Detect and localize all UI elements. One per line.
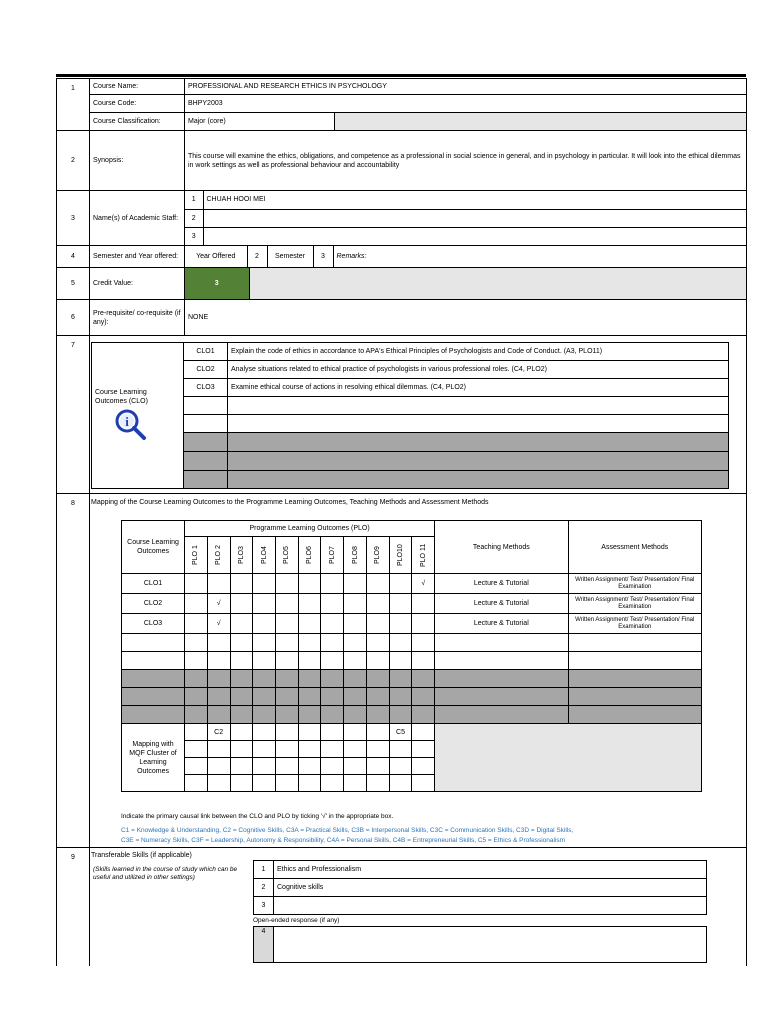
mapping-empty-cell — [185, 652, 208, 670]
mapping-tick-cell — [230, 614, 253, 634]
mapping-shaded-cell — [366, 670, 389, 688]
svg-text:i: i — [125, 414, 129, 429]
clo-id-3: CLO3 — [184, 379, 228, 397]
mapping-shaded-cell — [344, 688, 367, 706]
mapping-tick-cell — [253, 574, 276, 594]
mapping-empty-cell — [389, 634, 412, 652]
mqf-empty-cell — [275, 758, 298, 775]
mapping-tick-cell — [344, 594, 367, 614]
mapping-shaded-cell — [321, 688, 344, 706]
mapping-shaded-cell — [298, 688, 321, 706]
mqf-empty-cell — [207, 758, 230, 775]
mqf-empty-cell — [366, 775, 389, 792]
mapping-shaded-cell — [321, 706, 344, 724]
mqf-legend-line-2: C3E = Numeracy Skills, C3F = Leadership, Autonomy & Responsibility, C4A = Personal Skills, C4B = Entrepreneurial Skills, C5 = Ethics & Professionalism — [121, 837, 566, 844]
mapping-tick-cell — [230, 594, 253, 614]
mapping-empty-cell — [253, 652, 276, 670]
mqf-empty-cell — [389, 758, 412, 775]
plo-header-label: PLO 1 — [192, 545, 200, 565]
mapping-tick-cell: √ — [412, 574, 435, 594]
mapping-title: Mapping of the Course Learning Outcomes to the Programme Learning Outcomes, Teaching Methods and Assessment Methods — [91, 499, 489, 506]
mapping-shaded-cell — [366, 688, 389, 706]
mapping-shaded-cell — [298, 706, 321, 724]
mqf-empty-cell — [230, 758, 253, 775]
row-number-2: 2 — [57, 131, 90, 191]
clo-shaded-text — [228, 433, 729, 452]
mqf-shaded-area — [435, 724, 702, 792]
plo-header-label: PLO10 — [397, 544, 405, 566]
mqf-empty-cell — [412, 741, 435, 758]
mapping-empty-cell — [122, 652, 185, 670]
mapping-empty-cell — [366, 634, 389, 652]
row-number-9: 9 — [57, 848, 90, 966]
mapping-shaded-cell — [122, 688, 185, 706]
transferable-skills-description: (Skills learned in the course of study which can be useful and utilized in other settings) — [93, 866, 238, 881]
mapping-shaded-cell — [185, 706, 208, 724]
plo-header-label: PLO 11 — [419, 543, 427, 567]
mapping-tick-cell — [389, 614, 412, 634]
plo-header-1 — [185, 537, 208, 574]
top-border — [56, 74, 746, 77]
mapping-empty-cell — [207, 634, 230, 652]
mapping-shaded-cell — [185, 670, 208, 688]
mapping-tick-cell — [321, 594, 344, 614]
mapping-empty-cell — [230, 634, 253, 652]
mapping-empty-cell — [412, 634, 435, 652]
mapping-tick-cell — [321, 574, 344, 594]
course-classification-value: Major (core) — [185, 113, 335, 131]
mapping-tick-cell — [275, 594, 298, 614]
mapping-shaded-cell — [389, 670, 412, 688]
transferable-skills-title: Transferable Skills (if applicable) — [91, 852, 192, 859]
mapping-empty-cell — [122, 634, 185, 652]
mapping-tick-cell — [298, 614, 321, 634]
skill-name-1: Ethics and Professionalism — [274, 861, 707, 879]
plo-header-8 — [344, 537, 367, 574]
row-number-5: 5 — [57, 268, 90, 300]
plo-header-label: PLO4 — [260, 546, 268, 564]
mapping-shaded-cell — [122, 706, 185, 724]
mapping-tick-cell — [207, 574, 230, 594]
plo-header-label: PLO7 — [328, 546, 336, 564]
prerequisite-label: Pre-requisite/ co-requisite (if any): — [90, 300, 185, 336]
mqf-empty-cell — [253, 758, 276, 775]
mapping-tick-cell — [366, 574, 389, 594]
clo-shaded-text — [228, 452, 729, 471]
mapping-tick-cell — [298, 574, 321, 594]
year-offered-value: 2 — [247, 246, 267, 267]
plo-header-2 — [207, 537, 230, 574]
clo-empty-id — [184, 415, 228, 433]
year-offered-label: Year Offered — [185, 246, 247, 267]
mqf-legend-line-1: C1 = Knowledge & Understanding, C2 = Cognitive Skills, C3A = Practical Skills, C3B = Interpersonal Skills, C3C = Communication Skills, C3D = Digital Skills, — [121, 827, 574, 834]
mapping-teaching-method: Lecture & Tutorial — [435, 574, 568, 594]
mapping-shaded-cell — [275, 706, 298, 724]
mapping-tick-cell — [412, 594, 435, 614]
mapping-shaded-cell — [435, 706, 568, 724]
mapping-empty-cell — [435, 652, 568, 670]
mqf-value-cell — [298, 724, 321, 741]
mapping-empty-cell — [253, 634, 276, 652]
staff-name-3 — [203, 227, 746, 245]
mapping-shaded-cell — [344, 706, 367, 724]
mapping-empty-cell — [344, 634, 367, 652]
mapping-empty-cell — [321, 652, 344, 670]
mapping-shaded-cell — [568, 670, 701, 688]
plo-header-6 — [298, 537, 321, 574]
mapping-tick-cell — [412, 614, 435, 634]
clo-column-header: Course Learning Outcomes — [122, 521, 185, 574]
prerequisite-value: NONE — [185, 300, 747, 336]
course-name-value: PROFESSIONAL AND RESEARCH ETHICS IN PSYCHOLOGY — [185, 79, 747, 95]
mqf-value-cell — [230, 724, 253, 741]
clo-text-1: Explain the code of ethics in accordance to APA's Ethical Principles of Psychologists and Code of Conduct. (A3, PLO11) — [228, 343, 729, 361]
staff-index-2: 2 — [185, 209, 203, 227]
plo-header-label: PLO8 — [351, 546, 359, 564]
row-number-3: 3 — [57, 191, 90, 246]
mapping-empty-cell — [321, 634, 344, 652]
row-number-7: 7 — [57, 336, 90, 494]
mapping-shaded-cell — [321, 670, 344, 688]
mapping-tick-cell — [344, 614, 367, 634]
course-name-label: Course Name: — [90, 79, 185, 95]
mapping-empty-cell — [412, 652, 435, 670]
mqf-empty-cell — [207, 741, 230, 758]
mapping-shaded-cell — [412, 670, 435, 688]
mapping-empty-cell — [344, 652, 367, 670]
mqf-empty-cell — [298, 758, 321, 775]
synopsis-text: This course will examine the ethics, obligations, and competence as a professional in social science in general, and in psychology in particular. It will look into the ethical dilemmas in work settings as well as professional behaviour and accountability — [185, 131, 747, 191]
course-code-label: Course Code: — [90, 95, 185, 113]
mapping-empty-cell — [389, 652, 412, 670]
mqf-value-cell — [185, 724, 208, 741]
transferable-skills-table — [253, 860, 707, 915]
mqf-cluster-label: Mapping with MQF Cluster of Learning Outcomes — [122, 724, 185, 792]
mqf-empty-cell — [344, 775, 367, 792]
mqf-empty-cell — [230, 775, 253, 792]
mapping-shaded-cell — [207, 706, 230, 724]
mapping-empty-cell — [275, 634, 298, 652]
mapping-teaching-method: Lecture & Tutorial — [435, 594, 568, 614]
mqf-value-cell — [344, 724, 367, 741]
mqf-value-cell: C2 — [207, 724, 230, 741]
mapping-tick-cell — [344, 574, 367, 594]
mapping-tick-cell — [366, 594, 389, 614]
staff-name-2 — [203, 209, 746, 227]
plo-header-3 — [230, 537, 253, 574]
mapping-tick-cell — [275, 574, 298, 594]
mqf-empty-cell — [275, 775, 298, 792]
clo-text-2: Analyse situations related to ethical practice of psychologists in various professional roles. (C4, PLO2) — [228, 361, 729, 379]
mapping-tick-cell: √ — [207, 614, 230, 634]
semester-offered-label: Semester — [267, 246, 313, 267]
clo-id-2: CLO2 — [184, 361, 228, 379]
clo-shaded-text — [228, 471, 729, 489]
clo-empty-text — [228, 397, 729, 415]
clo-text-3: Examine ethical course of actions in resolving ethical dilemmas. (C4, PLO2) — [228, 379, 729, 397]
mapping-tick-cell — [389, 574, 412, 594]
mqf-empty-cell — [207, 775, 230, 792]
mqf-empty-cell — [275, 741, 298, 758]
credit-value-label: Credit Value: — [90, 268, 185, 300]
mapping-tick-cell — [275, 614, 298, 634]
clo-label: Course Learning Outcomes (CLO) — [95, 389, 148, 405]
mapping-assessment-method: Written Assignment/ Test/ Presentation/ Final Examination — [568, 574, 701, 594]
open-ended-label: Open-ended response (if any) — [253, 917, 340, 924]
clo-id-1: CLO1 — [184, 343, 228, 361]
credit-value-extra — [249, 268, 746, 299]
mapping-tick-cell — [230, 574, 253, 594]
mapping-shaded-cell — [230, 706, 253, 724]
mqf-empty-cell — [321, 741, 344, 758]
plo-header-10 — [389, 537, 412, 574]
mapping-empty-cell — [435, 634, 568, 652]
mapping-assessment-method: Written Assignment/ Test/ Presentation/ Final Examination — [568, 614, 701, 634]
mapping-shaded-cell — [122, 670, 185, 688]
mqf-value-cell — [275, 724, 298, 741]
mapping-shaded-cell — [275, 670, 298, 688]
semester-table — [185, 246, 746, 267]
plo-header-label: PLO6 — [306, 546, 314, 564]
mapping-shaded-cell — [389, 706, 412, 724]
skill-index-2: 2 — [254, 879, 274, 897]
mqf-empty-cell — [253, 741, 276, 758]
mqf-empty-cell — [298, 741, 321, 758]
mapping-clo-id: CLO3 — [122, 614, 185, 634]
plo-header: Programme Learning Outcomes (PLO) — [185, 521, 435, 537]
mapping-empty-cell — [230, 652, 253, 670]
mqf-value-cell — [366, 724, 389, 741]
mapping-empty-cell — [298, 652, 321, 670]
mapping-shaded-cell — [412, 706, 435, 724]
mapping-shaded-cell — [412, 688, 435, 706]
skill-index-3: 3 — [254, 897, 274, 915]
mapping-shaded-cell — [344, 670, 367, 688]
mapping-shaded-cell — [435, 688, 568, 706]
teaching-methods-header: Teaching Methods — [435, 521, 568, 574]
mapping-shaded-cell — [230, 670, 253, 688]
skill-name-2: Cognitive skills — [274, 879, 707, 897]
mqf-empty-cell — [298, 775, 321, 792]
plo-header-11 — [412, 537, 435, 574]
plo-header-label: PLO 2 — [215, 545, 223, 565]
open-ended-index: 4 — [254, 927, 274, 963]
mapping-tick-cell — [321, 614, 344, 634]
mapping-tick-cell — [389, 594, 412, 614]
clo-table — [91, 342, 729, 489]
mapping-empty-cell — [568, 634, 701, 652]
row-number-4: 4 — [57, 246, 90, 268]
info-search-icon — [113, 408, 149, 440]
mapping-empty-cell — [366, 652, 389, 670]
staff-index-1: 1 — [185, 191, 203, 209]
mqf-empty-cell — [389, 741, 412, 758]
course-classification-label: Course Classification: — [90, 113, 185, 131]
clo-label-cell — [92, 343, 184, 489]
mqf-empty-cell — [366, 758, 389, 775]
clo-shaded-id — [184, 452, 228, 471]
clo-empty-text — [228, 415, 729, 433]
clo-empty-id — [184, 397, 228, 415]
mqf-empty-cell — [389, 775, 412, 792]
course-classification-extra — [335, 113, 747, 131]
semester-offered-value: 3 — [313, 246, 333, 267]
plo-header-label: PLO5 — [283, 546, 291, 564]
mapping-shaded-cell — [298, 670, 321, 688]
mapping-shaded-cell — [253, 706, 276, 724]
staff-name-1: CHUAH HOOI MEI — [203, 191, 746, 209]
mqf-empty-cell — [185, 758, 208, 775]
mapping-tick-cell — [185, 574, 208, 594]
mqf-empty-cell — [185, 741, 208, 758]
mqf-value-cell — [321, 724, 344, 741]
mapping-empty-cell — [298, 634, 321, 652]
open-ended-table — [253, 926, 707, 963]
mapping-shaded-cell — [207, 670, 230, 688]
mqf-empty-cell — [344, 758, 367, 775]
mapping-empty-cell — [185, 634, 208, 652]
open-ended-response[interactable] — [274, 927, 707, 963]
mapping-tick-cell — [366, 614, 389, 634]
mapping-tick-cell — [253, 614, 276, 634]
mqf-value-cell: C5 — [389, 724, 412, 741]
plo-header-7 — [321, 537, 344, 574]
plo-header-4 — [253, 537, 276, 574]
mapping-shaded-cell — [366, 706, 389, 724]
mapping-assessment-method: Written Assignment/ Test/ Presentation/ Final Examination — [568, 594, 701, 614]
mapping-shaded-cell — [253, 688, 276, 706]
row-number-8: 8 — [57, 494, 90, 848]
mqf-empty-cell — [366, 741, 389, 758]
mapping-empty-cell — [275, 652, 298, 670]
mapping-shaded-cell — [435, 670, 568, 688]
mapping-tick-cell — [298, 594, 321, 614]
mqf-value-cell — [412, 724, 435, 741]
semester-label: Semester and Year offered: — [90, 246, 185, 268]
mqf-empty-cell — [412, 775, 435, 792]
academic-staff-label: Name(s) of Academic Staff: — [90, 191, 185, 246]
mapping-shaded-cell — [275, 688, 298, 706]
mapping-shaded-cell — [568, 688, 701, 706]
assessment-methods-header: Assessment Methods — [568, 521, 701, 574]
plo-header-9 — [366, 537, 389, 574]
staff-index-3: 3 — [185, 227, 203, 245]
plo-mapping-table — [121, 520, 702, 792]
skill-name-3 — [274, 897, 707, 915]
mqf-empty-cell — [344, 741, 367, 758]
mqf-value-cell — [253, 724, 276, 741]
mapping-empty-cell — [568, 652, 701, 670]
mqf-empty-cell — [185, 775, 208, 792]
course-info-table — [56, 78, 747, 966]
mapping-shaded-cell — [230, 688, 253, 706]
mqf-empty-cell — [321, 775, 344, 792]
mapping-tick-cell: √ — [207, 594, 230, 614]
mapping-tick-cell — [253, 594, 276, 614]
mapping-shaded-cell — [389, 688, 412, 706]
academic-staff-list — [185, 191, 746, 245]
mqf-empty-cell — [412, 758, 435, 775]
mqf-empty-cell — [253, 775, 276, 792]
mapping-clo-id: CLO2 — [122, 594, 185, 614]
row-number-1: 1 — [57, 79, 90, 131]
plo-header-label: PLO9 — [374, 546, 382, 564]
clo-shaded-id — [184, 433, 228, 452]
clo-shaded-id — [184, 471, 228, 489]
plo-header-5 — [275, 537, 298, 574]
mqf-empty-cell — [321, 758, 344, 775]
skill-index-1: 1 — [254, 861, 274, 879]
mqf-empty-cell — [230, 741, 253, 758]
tick-note: Indicate the primary causal link between the CLO and PLO by ticking '√' in the appropriate box. — [121, 813, 394, 820]
mapping-empty-cell — [207, 652, 230, 670]
mapping-tick-cell — [185, 594, 208, 614]
plo-header-label: PLO3 — [237, 546, 245, 564]
course-code-value: BHPY2003 — [185, 95, 747, 113]
remarks-label: Remarks: — [336, 253, 367, 260]
course-form-page — [56, 74, 746, 966]
row-number-6: 6 — [57, 300, 90, 336]
synopsis-label: Synopsis: — [90, 131, 185, 191]
mapping-shaded-cell — [207, 688, 230, 706]
credit-value: 3 — [185, 268, 249, 299]
mapping-teaching-method: Lecture & Tutorial — [435, 614, 568, 634]
mapping-shaded-cell — [185, 688, 208, 706]
mapping-shaded-cell — [253, 670, 276, 688]
mapping-clo-id: CLO1 — [122, 574, 185, 594]
mapping-tick-cell — [185, 614, 208, 634]
mapping-shaded-cell — [568, 706, 701, 724]
